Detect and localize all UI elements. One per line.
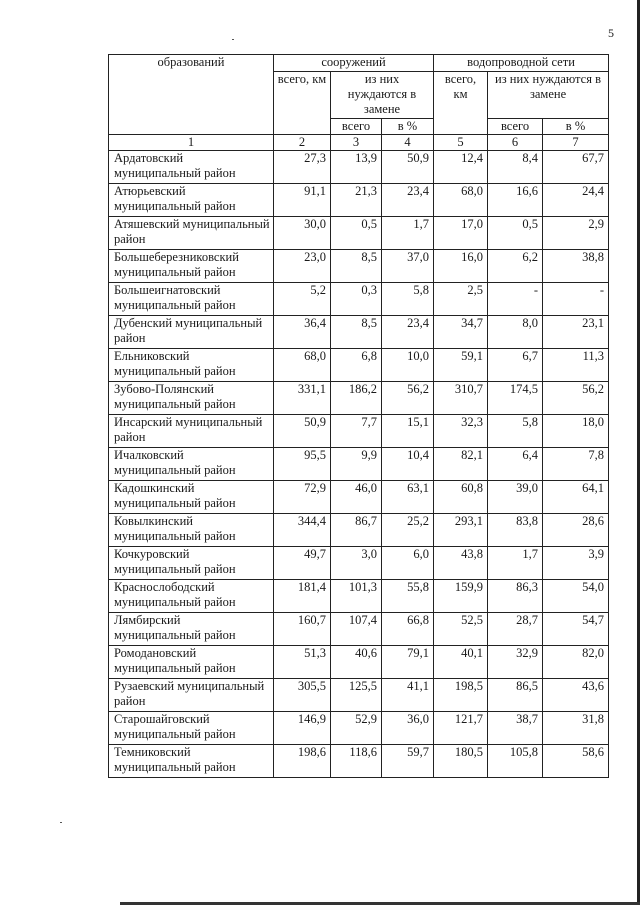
table-cell-value: 6,2 <box>488 250 543 283</box>
table-cell-value: 40,1 <box>434 646 488 679</box>
municipality-name: Краснослободский муниципальный район <box>109 580 274 613</box>
municipality-name: Ардатовский муниципальный район <box>109 151 274 184</box>
table-cell-value: 28,6 <box>543 514 609 547</box>
municipality-name: Темниковский муниципальный район <box>109 745 274 778</box>
table-cell-value: 3,9 <box>543 547 609 580</box>
table-cell-value: 12,4 <box>434 151 488 184</box>
table-cell-value: 186,2 <box>331 382 382 415</box>
table-cell-value: 23,4 <box>382 184 434 217</box>
column-number: 2 <box>274 135 331 151</box>
table-cell-value: 160,7 <box>274 613 331 646</box>
column-number: 6 <box>488 135 543 151</box>
table-cell-value: 0,5 <box>331 217 382 250</box>
municipality-name: Ельниковский муниципальный район <box>109 349 274 382</box>
table-cell-value: 40,6 <box>331 646 382 679</box>
table-cell-value: 6,0 <box>382 547 434 580</box>
table-cell-value: 58,6 <box>543 745 609 778</box>
table-cell-value: 86,7 <box>331 514 382 547</box>
table-cell-value: 54,7 <box>543 613 609 646</box>
table-cell-value: 55,8 <box>382 580 434 613</box>
table-cell-value: 32,3 <box>434 415 488 448</box>
table-cell-value: 36,4 <box>274 316 331 349</box>
table-cell-value: 32,9 <box>488 646 543 679</box>
table-cell-value: 41,1 <box>382 679 434 712</box>
municipality-name: Зубово-Полянский муниципальный район <box>109 382 274 415</box>
table-cell-value: 5,8 <box>382 283 434 316</box>
table-cell-value: 34,7 <box>434 316 488 349</box>
table-cell-value: 2,9 <box>543 217 609 250</box>
table-cell-value: 8,0 <box>488 316 543 349</box>
table-row <box>109 184 609 217</box>
table-cell-value: 51,3 <box>274 646 331 679</box>
table-cell-value: 38,7 <box>488 712 543 745</box>
table-row <box>109 514 609 547</box>
table-cell-value: 59,1 <box>434 349 488 382</box>
table-row <box>109 481 609 514</box>
table-cell-value: 36,0 <box>382 712 434 745</box>
table-cell-value: 28,7 <box>488 613 543 646</box>
table-cell-value: 9,9 <box>331 448 382 481</box>
municipality-name: Дубенский муниципальный район <box>109 316 274 349</box>
table-cell-value: 10,0 <box>382 349 434 382</box>
table-row <box>109 382 609 415</box>
table-row <box>109 547 609 580</box>
table-cell-value: 331,1 <box>274 382 331 415</box>
table-cell-value: 86,5 <box>488 679 543 712</box>
table-row <box>109 712 609 745</box>
table-cell-value: 50,9 <box>382 151 434 184</box>
header-sub-total-facilities: всего <box>331 119 382 135</box>
table-cell-value: 344,4 <box>274 514 331 547</box>
table-cell-value: 198,5 <box>434 679 488 712</box>
table-cell-value: 180,5 <box>434 745 488 778</box>
table-cell-value: 121,7 <box>434 712 488 745</box>
municipality-name: Лямбирский муниципальный район <box>109 613 274 646</box>
water-supply-table <box>108 54 609 778</box>
table-cell-value: 198,6 <box>274 745 331 778</box>
table-row <box>109 580 609 613</box>
table-row <box>109 679 609 712</box>
table-cell-value: 16,6 <box>488 184 543 217</box>
header-sub-percent-network: в % <box>543 119 609 135</box>
table-row <box>109 613 609 646</box>
table-cell-value: 0,5 <box>488 217 543 250</box>
table-cell-value: 49,7 <box>274 547 331 580</box>
table-cell-value: 11,3 <box>543 349 609 382</box>
scan-speck <box>60 822 62 823</box>
table-cell-value: 8,4 <box>488 151 543 184</box>
municipality-name: Ковылкинский муниципальный район <box>109 514 274 547</box>
table-cell-value: 56,2 <box>382 382 434 415</box>
table-row <box>109 283 609 316</box>
table-row <box>109 415 609 448</box>
table-cell-value: 125,5 <box>331 679 382 712</box>
table-cell-value: 17,0 <box>434 217 488 250</box>
table-cell-value: 23,0 <box>274 250 331 283</box>
column-number: 7 <box>543 135 609 151</box>
table-cell-value: 6,8 <box>331 349 382 382</box>
header-need-replace-network: из них нуждаются в замене <box>488 72 609 119</box>
table-cell-value: 95,5 <box>274 448 331 481</box>
municipality-name: Старошайговский муниципальный район <box>109 712 274 745</box>
table-cell-value: 6,4 <box>488 448 543 481</box>
header-municipality: образований <box>109 55 274 135</box>
page-number: 5 <box>608 26 614 40</box>
table-cell-value: 43,8 <box>434 547 488 580</box>
table-cell-value: 8,5 <box>331 316 382 349</box>
table-cell-value: 7,8 <box>543 448 609 481</box>
table-row <box>109 217 609 250</box>
table-cell-value: 25,2 <box>382 514 434 547</box>
table-cell-value: 7,7 <box>331 415 382 448</box>
table-cell-value: 52,9 <box>331 712 382 745</box>
table-cell-value: 83,8 <box>488 514 543 547</box>
table-cell-value: 30,0 <box>274 217 331 250</box>
header-sub-percent-facilities: в % <box>382 119 434 135</box>
municipality-name: Кадошкинский муниципальный район <box>109 481 274 514</box>
header-sub-total-network: всего <box>488 119 543 135</box>
table-row <box>109 448 609 481</box>
column-number: 4 <box>382 135 434 151</box>
table-cell-value: 66,8 <box>382 613 434 646</box>
table-cell-value: 52,5 <box>434 613 488 646</box>
table-row <box>109 646 609 679</box>
table-row <box>109 151 609 184</box>
municipality-name: Кочкуровский муниципальный район <box>109 547 274 580</box>
table-cell-value: 54,0 <box>543 580 609 613</box>
table-cell-value: 60,8 <box>434 481 488 514</box>
municipality-name: Инсарский муниципальный район <box>109 415 274 448</box>
header-total-km-facilities: всего, км <box>274 72 331 135</box>
table-cell-value: 3,0 <box>331 547 382 580</box>
table-cell-value: 13,9 <box>331 151 382 184</box>
municipality-name: Большеберезниковский муниципальный район <box>109 250 274 283</box>
column-number: 1 <box>109 135 274 151</box>
table-cell-value: 105,8 <box>488 745 543 778</box>
table-row <box>109 745 609 778</box>
table-cell-value: 68,0 <box>434 184 488 217</box>
table-cell-value: 8,5 <box>331 250 382 283</box>
table-cell-value: 23,1 <box>543 316 609 349</box>
table-cell-value: 50,9 <box>274 415 331 448</box>
table-cell-value: 18,0 <box>543 415 609 448</box>
table-cell-value: 0,3 <box>331 283 382 316</box>
table-cell-value: 91,1 <box>274 184 331 217</box>
table-cell-value: 118,6 <box>331 745 382 778</box>
table-cell-value: 5,2 <box>274 283 331 316</box>
table-cell-value: 86,3 <box>488 580 543 613</box>
municipality-name: Большеигнатовский муниципальный район <box>109 283 274 316</box>
table-cell-value: 101,3 <box>331 580 382 613</box>
table-cell-value: 43,6 <box>543 679 609 712</box>
table-cell-value: 31,8 <box>543 712 609 745</box>
table-cell-value: 46,0 <box>331 481 382 514</box>
municipality-name: Ромодановский муниципальный район <box>109 646 274 679</box>
table-cell-value: 82,0 <box>543 646 609 679</box>
table-cell-value: 82,1 <box>434 448 488 481</box>
municipality-name: Рузаевский муниципальный район <box>109 679 274 712</box>
table-cell-value: 5,8 <box>488 415 543 448</box>
table-row <box>109 316 609 349</box>
table-cell-value: 59,7 <box>382 745 434 778</box>
table-cell-value: - <box>543 283 609 316</box>
table-cell-value: 21,3 <box>331 184 382 217</box>
table-cell-value: 1,7 <box>382 217 434 250</box>
municipality-name: Атюрьевский муниципальный район <box>109 184 274 217</box>
header-facilities: сооружений <box>274 55 434 72</box>
table-cell-value: 79,1 <box>382 646 434 679</box>
table-cell-value: 293,1 <box>434 514 488 547</box>
column-number: 5 <box>434 135 488 151</box>
table-cell-value: 310,7 <box>434 382 488 415</box>
table-cell-value: 159,9 <box>434 580 488 613</box>
table-cell-value: 2,5 <box>434 283 488 316</box>
table-row <box>109 349 609 382</box>
table-cell-value: 181,4 <box>274 580 331 613</box>
table-cell-value: 72,9 <box>274 481 331 514</box>
table-cell-value: 37,0 <box>382 250 434 283</box>
table-cell-value: - <box>488 283 543 316</box>
table-cell-value: 305,5 <box>274 679 331 712</box>
table-row <box>109 250 609 283</box>
table-cell-value: 6,7 <box>488 349 543 382</box>
table-cell-value: 1,7 <box>488 547 543 580</box>
table-cell-value: 10,4 <box>382 448 434 481</box>
scan-speck <box>232 39 234 40</box>
header-total-km-network: всего, км <box>434 72 488 135</box>
header-water-network: водопроводной сети <box>434 55 609 72</box>
municipality-name: Атяшевский муниципальный район <box>109 217 274 250</box>
table-cell-value: 38,8 <box>543 250 609 283</box>
table-cell-value: 174,5 <box>488 382 543 415</box>
table-cell-value: 27,3 <box>274 151 331 184</box>
table-cell-value: 68,0 <box>274 349 331 382</box>
municipality-name: Ичалковский муниципальный район <box>109 448 274 481</box>
table-cell-value: 67,7 <box>543 151 609 184</box>
table-cell-value: 107,4 <box>331 613 382 646</box>
table-cell-value: 39,0 <box>488 481 543 514</box>
table-cell-value: 146,9 <box>274 712 331 745</box>
table-cell-value: 16,0 <box>434 250 488 283</box>
table-cell-value: 23,4 <box>382 316 434 349</box>
column-number: 3 <box>331 135 382 151</box>
header-need-replace-facilities: из них нуждаются в замене <box>331 72 434 119</box>
table-cell-value: 64,1 <box>543 481 609 514</box>
table-cell-value: 56,2 <box>543 382 609 415</box>
table-cell-value: 63,1 <box>382 481 434 514</box>
table-cell-value: 24,4 <box>543 184 609 217</box>
table-cell-value: 15,1 <box>382 415 434 448</box>
